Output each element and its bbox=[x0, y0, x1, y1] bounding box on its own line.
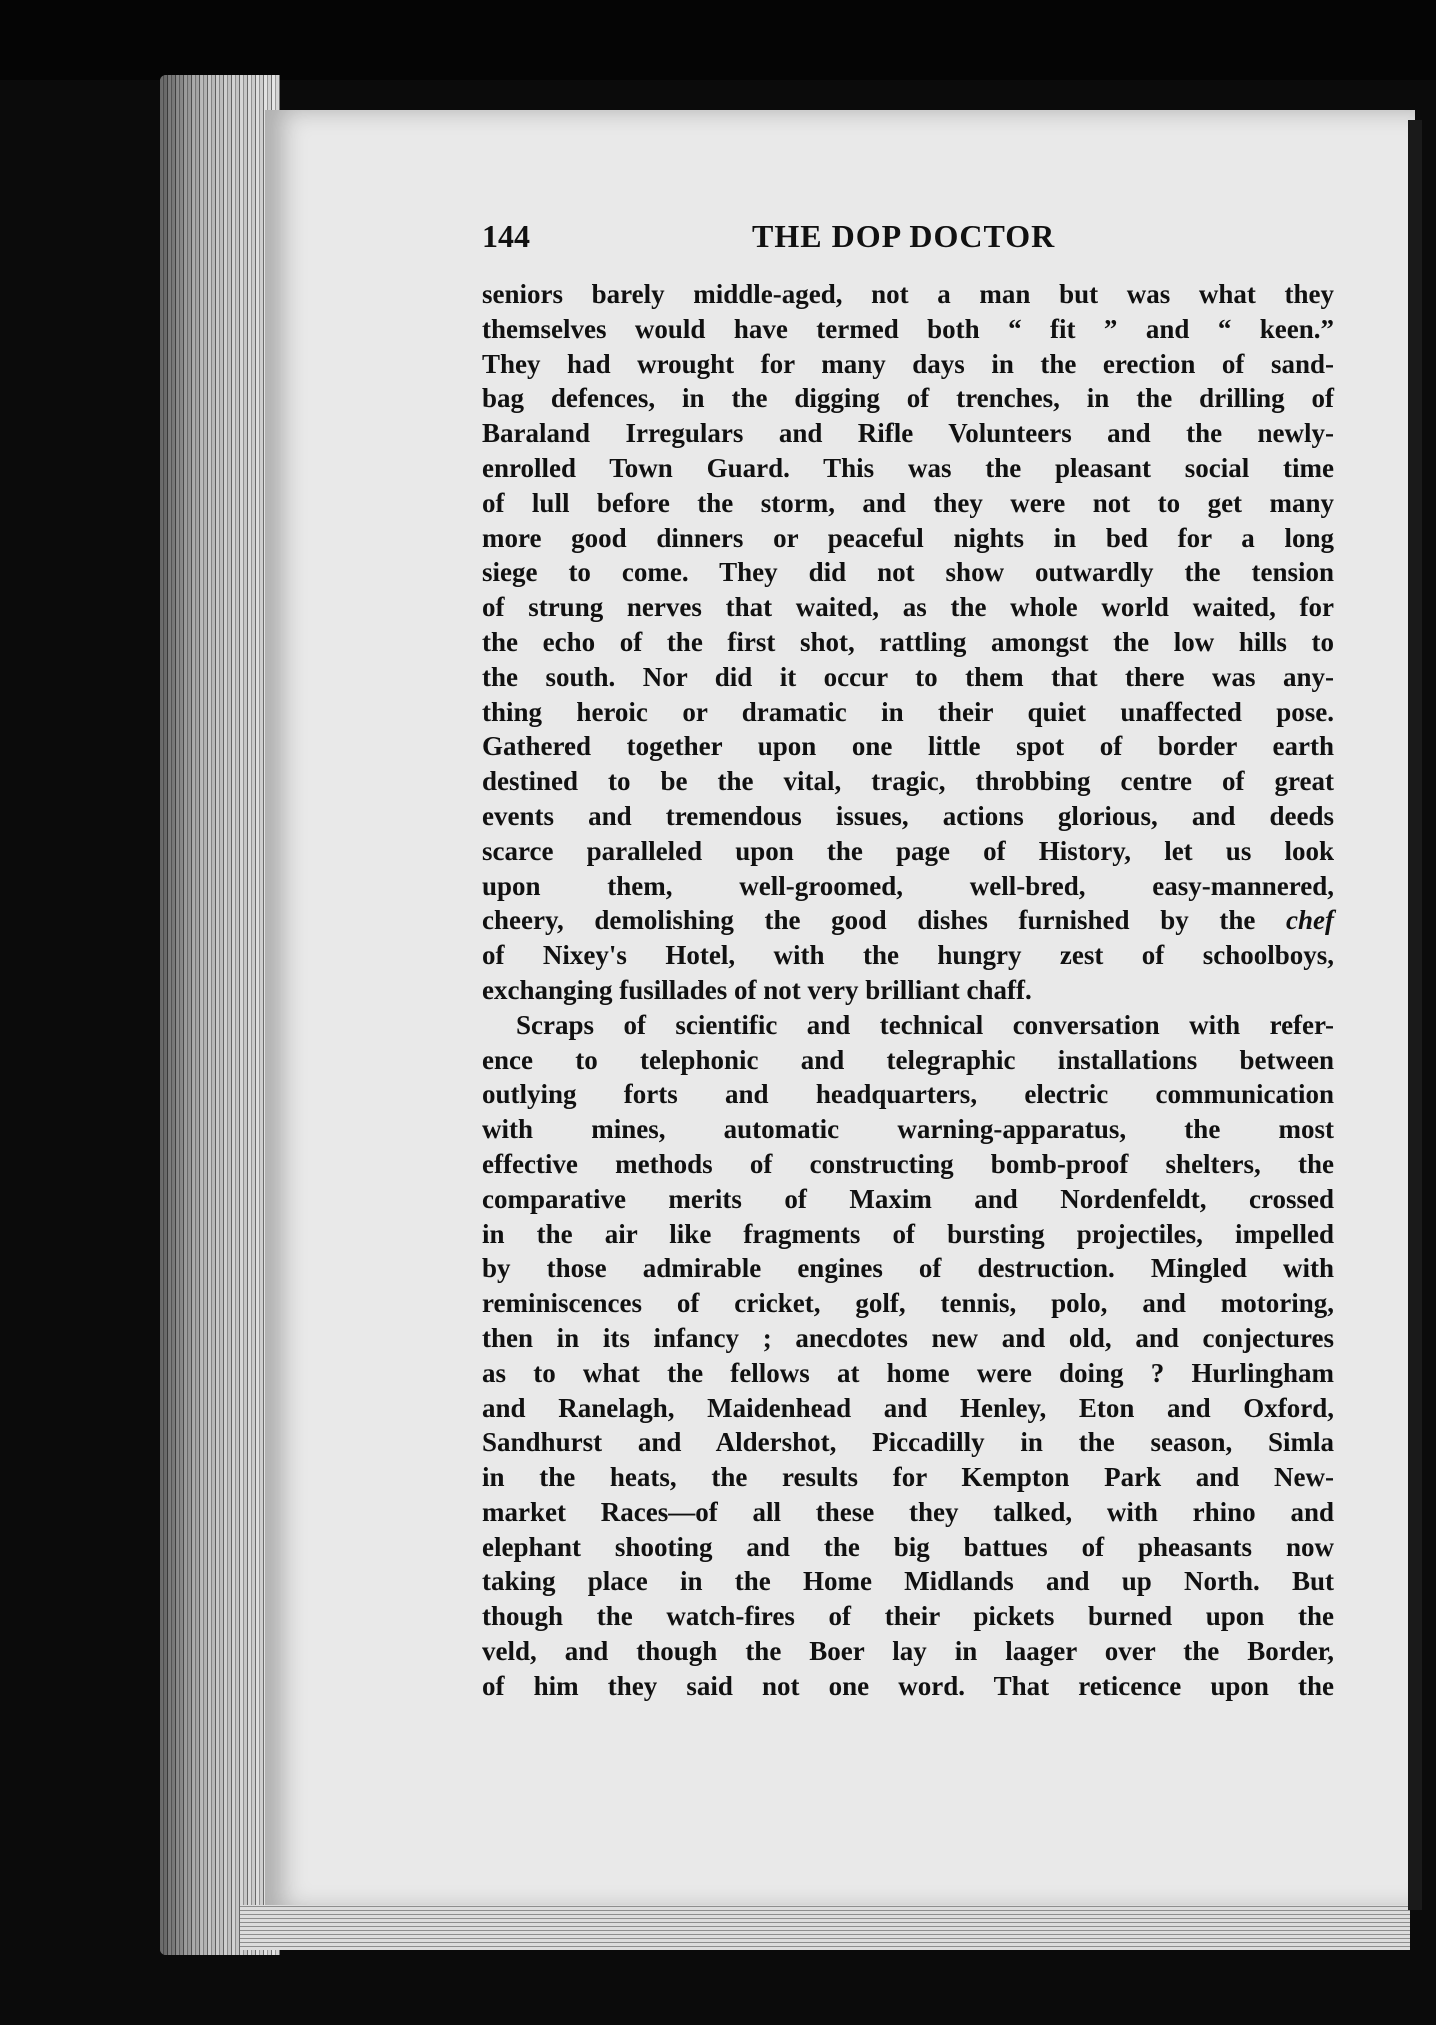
text-line: Gathered together upon one little spot of border earth bbox=[482, 731, 1334, 762]
text-line: with mines, automatic warning-apparatus, the most bbox=[482, 1114, 1334, 1145]
text-line: cheery, demolishing the good dishes furnished by the chef bbox=[482, 905, 1334, 936]
text-line: Sandhurst and Aldershot, Piccadilly in the season, Simla bbox=[482, 1427, 1334, 1458]
text-line: scarce paralleled upon the page of History, let us look bbox=[482, 835, 1334, 866]
text-line: by those admirable engines of destruction. Mingled with bbox=[482, 1253, 1334, 1284]
text-line: the south. Nor did it occur to them that there was any- bbox=[482, 661, 1334, 692]
text-line: then in its infancy ; anecdotes new and old, and conjectures bbox=[482, 1322, 1334, 1353]
text-line: and Ranelagh, Maidenhead and Henley, Eton and Oxford, bbox=[482, 1392, 1334, 1423]
text-line: They had wrought for many days in the erection of sand- bbox=[482, 348, 1334, 379]
text-line: seniors barely middle-aged, not a man but was what they bbox=[482, 279, 1334, 309]
text-line: siege to come. They did not show outwardly the tension bbox=[482, 557, 1334, 588]
text-line: Scraps of scientific and technical conversation with refer- bbox=[516, 1009, 1334, 1040]
paragraph bbox=[482, 277, 1334, 1008]
text-line: the echo of the first shot, rattling amongst the low hills to bbox=[482, 626, 1334, 657]
text-line: outlying forts and headquarters, electric communication bbox=[482, 1079, 1334, 1110]
text-line: reminiscences of cricket, golf, tennis, polo, and motoring, bbox=[482, 1288, 1334, 1319]
text-line: taking place in the Home Midlands and up North. But bbox=[482, 1566, 1334, 1597]
running-title: THE DOP DOCTOR bbox=[752, 218, 1056, 254]
text-line: more good dinners or peaceful nights in bed for a long bbox=[482, 522, 1334, 553]
text-line: thing heroic or dramatic in their quiet unaffected pose. bbox=[482, 696, 1334, 727]
text-line: Baraland Irregulars and Rifle Volunteers and the newly- bbox=[482, 418, 1334, 449]
running-head bbox=[482, 218, 1342, 262]
text-line: enrolled Town Guard. This was the pleasant social time bbox=[482, 452, 1334, 483]
text-line: destined to be the vital, tragic, throbbing centre of great bbox=[482, 766, 1334, 797]
text-line: of strung nerves that waited, as the whole world waited, for bbox=[482, 592, 1334, 623]
text-line: ence to telephonic and telegraphic installations between bbox=[482, 1044, 1334, 1075]
book-bottom-edge bbox=[240, 1905, 1410, 1950]
text-line: elephant shooting and the big battues of pheasants now bbox=[482, 1531, 1334, 1562]
text-line: of lull before the storm, and they were not to get many bbox=[482, 487, 1334, 518]
text-line: of him they said not one word. That reticence upon the bbox=[482, 1670, 1334, 1701]
text-line: upon them, well-groomed, well-bred, easy-mannered, bbox=[482, 870, 1334, 901]
text-line: as to what the fellows at home were doing ? Hurlingham bbox=[482, 1357, 1334, 1388]
book-right-edge bbox=[1408, 120, 1422, 1910]
text-line: of Nixey's Hotel, with the hungry zest of schoolboys, bbox=[482, 940, 1334, 971]
text-line: themselves would have termed both “ fit ” and “ keen.” bbox=[482, 313, 1334, 344]
body-text bbox=[482, 277, 1334, 1704]
text-line: events and tremendous issues, actions glorious, and deeds bbox=[482, 800, 1334, 831]
text-line: though the watch-fires of their pickets burned upon the bbox=[482, 1601, 1334, 1632]
text-line: exchanging fusillades of not very brilliant chaff. bbox=[482, 974, 1032, 1005]
text-line: comparative merits of Maxim and Nordenfeldt, crossed bbox=[482, 1183, 1334, 1214]
scan-border-top bbox=[0, 0, 1436, 80]
page-number: 144 bbox=[482, 218, 530, 254]
text-line: in the heats, the results for Kempton Park and New- bbox=[482, 1462, 1334, 1493]
text-line: veld, and though the Boer lay in laager over the Border, bbox=[482, 1636, 1334, 1667]
page-edges-shadow bbox=[160, 75, 280, 1955]
paragraph bbox=[482, 1008, 1334, 1704]
text-line: in the air like fragments of bursting projectiles, impelled bbox=[482, 1218, 1334, 1249]
text-line: bag defences, in the digging of trenches, in the drilling of bbox=[482, 383, 1334, 414]
text-line: effective methods of constructing bomb-proof shelters, the bbox=[482, 1148, 1334, 1179]
text-line: market Races—of all these they talked, with rhino and bbox=[482, 1496, 1334, 1527]
